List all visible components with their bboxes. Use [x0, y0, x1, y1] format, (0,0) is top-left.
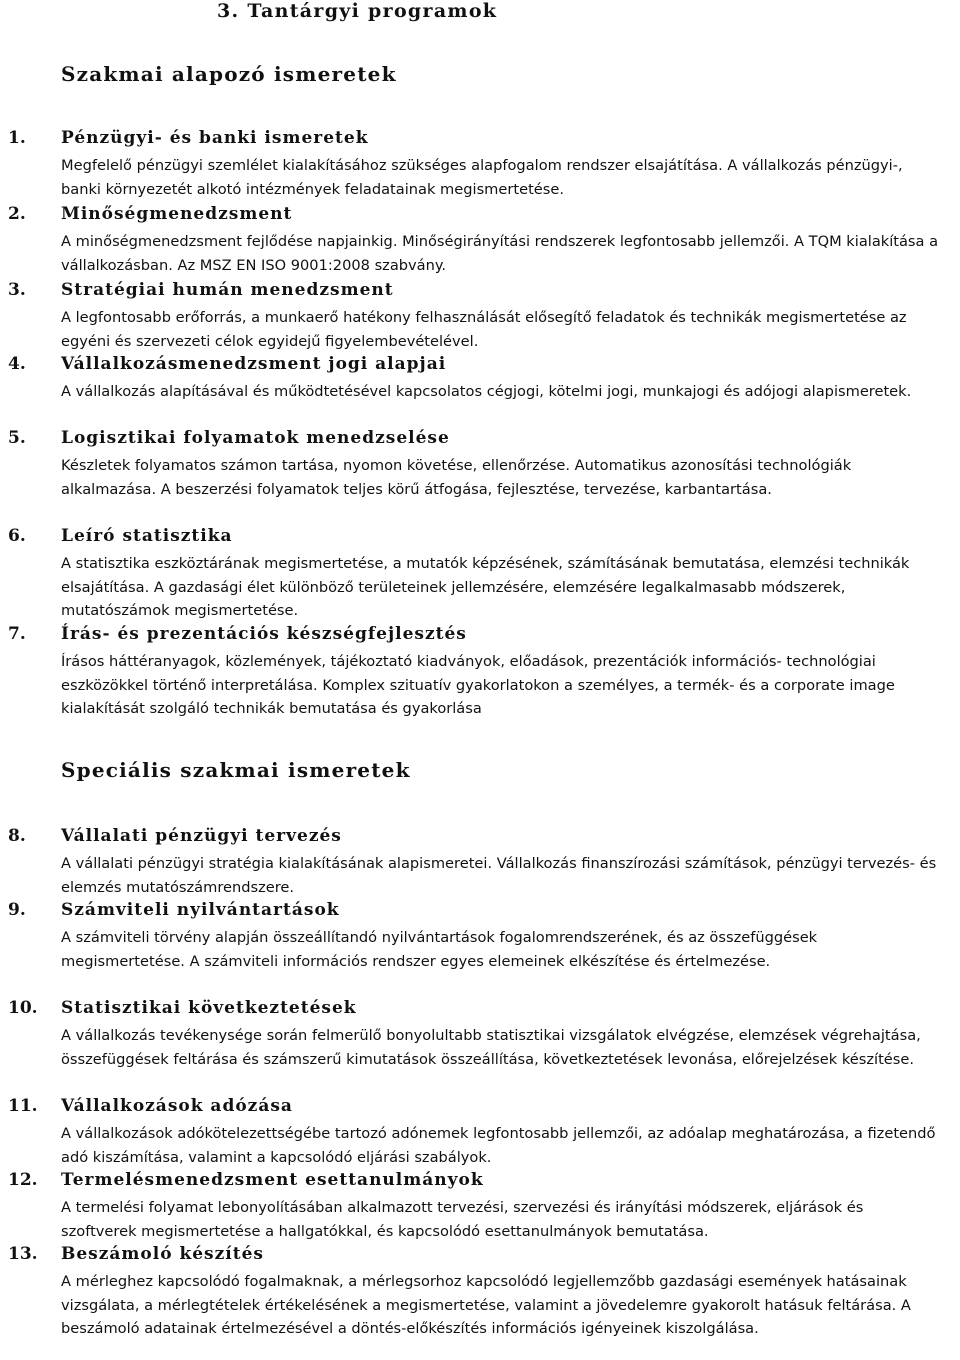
item-title: Termelésmenedzsment esettanulmányok — [61, 1170, 484, 1190]
item-description: A statisztika eszköztárának megismertetése, a mutatók képzésének, számításának bemutatása, elemzési technikák elsajátítása. A gazdasági élet különböző területeinek jellemzésére, elemzésére legalkalmasabb módszerek, mutatószámok megismertetése. — [61, 555, 910, 619]
item-number: 12. — [8, 1170, 38, 1190]
item-title: Minőségmenedzsment — [61, 204, 293, 224]
item-number: 9. — [8, 900, 26, 920]
item-number: 5. — [8, 428, 26, 448]
item-title: Statisztikai következtetések — [61, 998, 357, 1018]
section-heading-specialis: Speciális szakmai ismeretek — [61, 758, 411, 782]
item-number: 6. — [8, 526, 26, 546]
item-title: Logisztikai folyamatok menedzselése — [61, 428, 450, 448]
item-number: 11. — [8, 1096, 38, 1116]
item-description: A vállalkozás tevékenysége során felmerülő bonyolultabb statisztikai vizsgálatok elvégzése, elemzések végrehajtása, összefüggések feltárása és számszerű kimutatások összeállítása, következtetések levonása, előrejelzések készítése. — [61, 1027, 921, 1068]
item-number: 3. — [8, 280, 26, 300]
item-number: 13. — [8, 1244, 38, 1264]
item-description: A legfontosabb erőforrás, a munkaerő hatékony felhasználását elősegítő feladatok és technikák megismertetése az egyéni és szervezeti célok egyidejű figyelembevételével. — [61, 309, 907, 350]
item-title: Vállalkozásmenedzsment jogi alapjai — [61, 354, 447, 374]
item-number: 8. — [8, 826, 26, 846]
item-title: Pénzügyi- és banki ismeretek — [61, 128, 369, 148]
item-title: Írás- és prezentációs készségfejlesztés — [61, 624, 467, 644]
item-description: A vállalkozás alapításával és működtetésével kapcsolatos cégjogi, kötelmi jogi, munkajogi és adójogi alapismeretek. — [61, 383, 912, 400]
item-description: A mérleghez kapcsolódó fogalmaknak, a mérlegsorhoz kapcsolódó legjellemzőbb gazdasági események hatásainak vizsgálata, a mérlegtételek értékelésének a megismertetése, valamint a jövedelemre gyakorolt hatásuk feltárása. A beszámoló adatainak értelmezésével a döntés-előkészítés információs igényeinek kiszolgálása. — [61, 1273, 911, 1337]
item-description: Írásos háttéranyagok, közlemények, tájékoztató kiadványok, előadások, prezentációk információs- technológiai eszközökkel történő interpretálása. Komplex szituatív gyakorlatokon a személyes, a termék- és a corporate image kialakítását szolgáló technikák bemutatása és gyakorlása — [61, 653, 895, 717]
item-description: Megfelelő pénzügyi szemlélet kialakításához szükséges alapfogalom rendszer elsajátítása. A vállalkozás pénzügyi-, banki környezetét alkotó intézmények feladatainak megismertetése. — [61, 157, 903, 198]
item-description: A vállalati pénzügyi stratégia kialakításának alapismeretei. Vállalkozás finanszírozási számítások, pénzügyi tervezés- és elemzés mutatószámrendszere. — [61, 855, 937, 896]
item-description: Készletek folyamatos számon tartása, nyomon követése, ellenőrzése. Automatikus azonosítási technológiák alkalmazása. A beszerzési folyamatok teljes körű átfogása, fejlesztése, tervezése, karbantartása. — [61, 457, 852, 498]
item-description: A termelési folyamat lebonyolításában alkalmazott tervezési, szervezési és irányítási módszerek, eljárások és szoftverek megismertetése a hallgatókkal, és kapcsolódó esettanulmányok bemutatása. — [61, 1199, 864, 1240]
item-number: 4. — [8, 354, 26, 374]
item-title: Beszámoló készítés — [61, 1244, 264, 1264]
item-number: 10. — [8, 998, 38, 1018]
item-number: 7. — [8, 624, 26, 644]
item-title: Stratégiai humán menedzsment — [61, 280, 394, 300]
document-title: 3. Tantárgyi programok — [217, 0, 498, 22]
item-title: Leíró statisztika — [61, 526, 233, 546]
item-title: Vállalati pénzügyi tervezés — [61, 826, 342, 846]
item-title: Vállalkozások adózása — [61, 1096, 293, 1116]
section-heading-alapozo: Szakmai alapozó ismeretek — [61, 62, 397, 86]
item-number: 2. — [8, 204, 26, 224]
item-description: A minőségmenedzsment fejlődése napjainkig. Minőségirányítási rendszerek legfontosabb jellemzői. A TQM kialakítása a vállalkozásban. Az MSZ EN ISO 9001:2008 szabvány. — [61, 233, 939, 274]
item-title: Számviteli nyilvántartások — [61, 900, 340, 920]
item-description: A vállalkozások adókötelezettségébe tartozó adónemek legfontosabb jellemzői, az adóalap meghatározása, a fizetendő adó kiszámítása, valamint a kapcsolódó eljárási szabályok. — [61, 1125, 936, 1166]
item-number: 1. — [8, 128, 26, 148]
item-description: A számviteli törvény alapján összeállítandó nyilvántartások fogalomrendszerének, és az összefüggések megismertetése. A számviteli információs rendszer egyes elemeinek elkészítése és értelmezése. — [61, 929, 818, 970]
